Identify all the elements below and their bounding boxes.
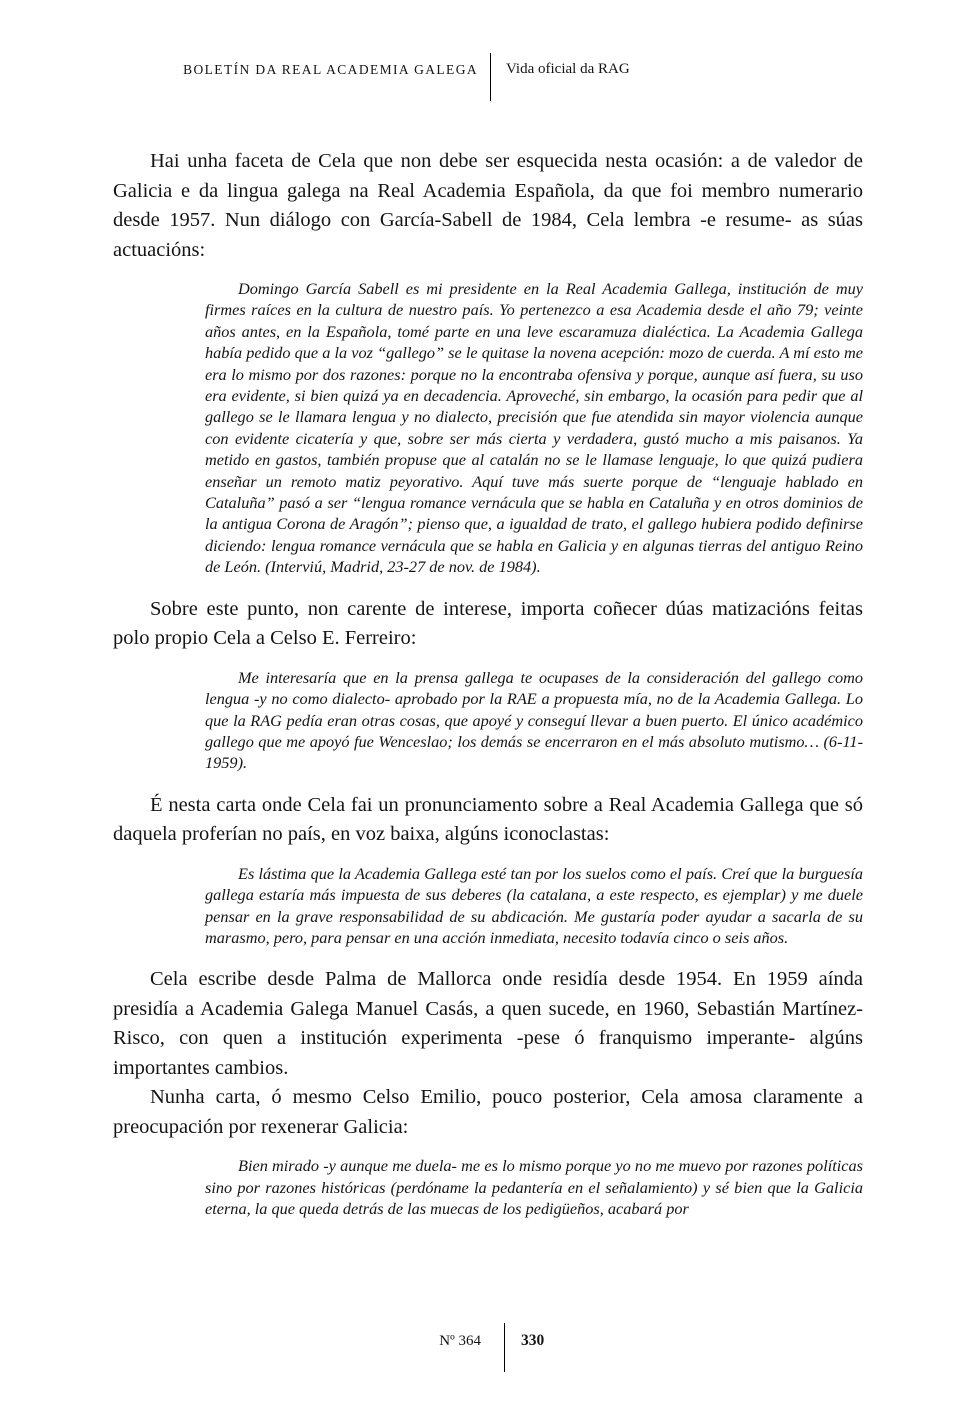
body-paragraph: Nunha carta, ó mesmo Celso Emilio, pouco posterior, Cela amosa claramente a preocupación por rexenerar Galicia: — [113, 1086, 863, 1138]
body-paragraph: Sobre este punto, non carente de interese, importa coñecer dúas matizacións feitas polo propio Cela a Celso E. Ferreiro: — [113, 597, 863, 650]
header-section-title: Vida oficial da RAG — [506, 61, 630, 77]
body-paragraph: Hai unha faceta de Cela que non debe ser esquecida nesta ocasión: a de valedor de Galicia e da lingua galega na Real Academia Española, da que foi membro numerario desde 1957. Nun diálogo con García-Sabell de 1984, Cela lembra -e resume- as súas actuacións: — [113, 150, 863, 261]
header-divider-rule — [490, 53, 491, 101]
quote-block: Domingo García Sabell es mi presidente en la Real Academia Gallega, institución de muy firmes raíces en la cultura de nuestro país. Yo pertenezco a esa Academia desde el año 79; veinte años antes, en la Española, tomé parte en una leve escaramuza dialéctica. La Academia Gallega había pedido que a la voz “gallego” se le quitase la novena acepción: mozo de cuerda. A mí esto me era lo mismo por dos razones: porque no la encontraba ofensiva y porque, aunque así fuera, su uso era evidente, si bien quizá ya en decadencia. Aproveché, sin embargo, la ocasión para pedir que al gallego se le llamara lengua y no dialecto, precisión que fue atendida sin mayor violencia aunque con evidente cicatería y que, sobre ser más cierta y verdadera, gustó mucho a mis paisanos. Ya metido en gastos, también propuse que al catalán no se le llamase lenguaje, lo que quizá pudiera enseñar un remoto matiz peyorativo. Aquí tuve más suerte porque de “lenguaje hablado en Cataluña” pasó a ser “lengua romance vernácula que se habla en Cataluña y en otros dominios de la antigua Corona de Aragón”; pienso que, a igualdad de trato, el gallego hubiera podido definirse diciendo: lengua romance vernácula que se habla en Galicia y en algunas tierras del antiguo Reino de León. (Interviú, Madrid, 23-27 de nov. de 1984). — [205, 279, 863, 577]
body-paragraph: É nesta carta onde Cela fai un pronunciamento sobre a Real Academia Gallega que só daquela proferían no país, en voz baixa, algúns iconoclastas: — [113, 793, 863, 846]
footer-divider-rule — [504, 1323, 505, 1372]
quote-block: Bien mirado -y aunque me duela- me es lo mismo porque yo no me muevo por razones políticas sino por razones históricas (perdóname la pedantería en el señalamiento) y sé bien que la Galicia eterna, la que queda detrás de las muecas de los pedigüeños, acabará por — [205, 1156, 863, 1219]
quote-block: Es lástima que la Academia Gallega esté tan por los suelos como el país. Creí que la burguesía gallega estaría más impuesta de sus deberes (la catalana, a este respecto, es ejemplar) y me duele pensar en la grave responsabilidad de su abdicación. Me gustaría poder ayudar a sacarla de su marasmo, pero, para pensar en una acción inmediata, necesito todavía cinco o seis años. — [205, 863, 863, 947]
body-paragraph: Cela escribe desde Palma de Mallorca onde residía desde 1954. En 1959 aínda presidía a Academia Galega Manuel Casás, a quen sucede, en 1960, Sebastián Martínez-Risco, con quen a institución experimenta -pese ó franquismo imperante- algúns importantes cambios. — [113, 968, 863, 1079]
quote-block: Me interesaría que en la prensa gallega te ocupases de la consideración del gallego como lengua -y no como dialecto- aprobado por la RAE a propuesta mía, no de la Academia Gallega. Lo que la RAG pedía eran otras cosas, que apoyé y conseguí llevar a buen puerto. El único académico gallego que me apoyó fue Wenceslao; los demás se encerraron en el más absoluto mutismo… (6-11-1959). — [205, 667, 863, 773]
footer-page-number: 330 — [521, 1332, 545, 1349]
footer-issue-number: Nº 364 — [439, 1333, 481, 1349]
header-journal-title: BOLETÍN DA REAL ACADEMIA GALEGA — [183, 62, 478, 77]
text-column — [113, 147, 863, 1237]
